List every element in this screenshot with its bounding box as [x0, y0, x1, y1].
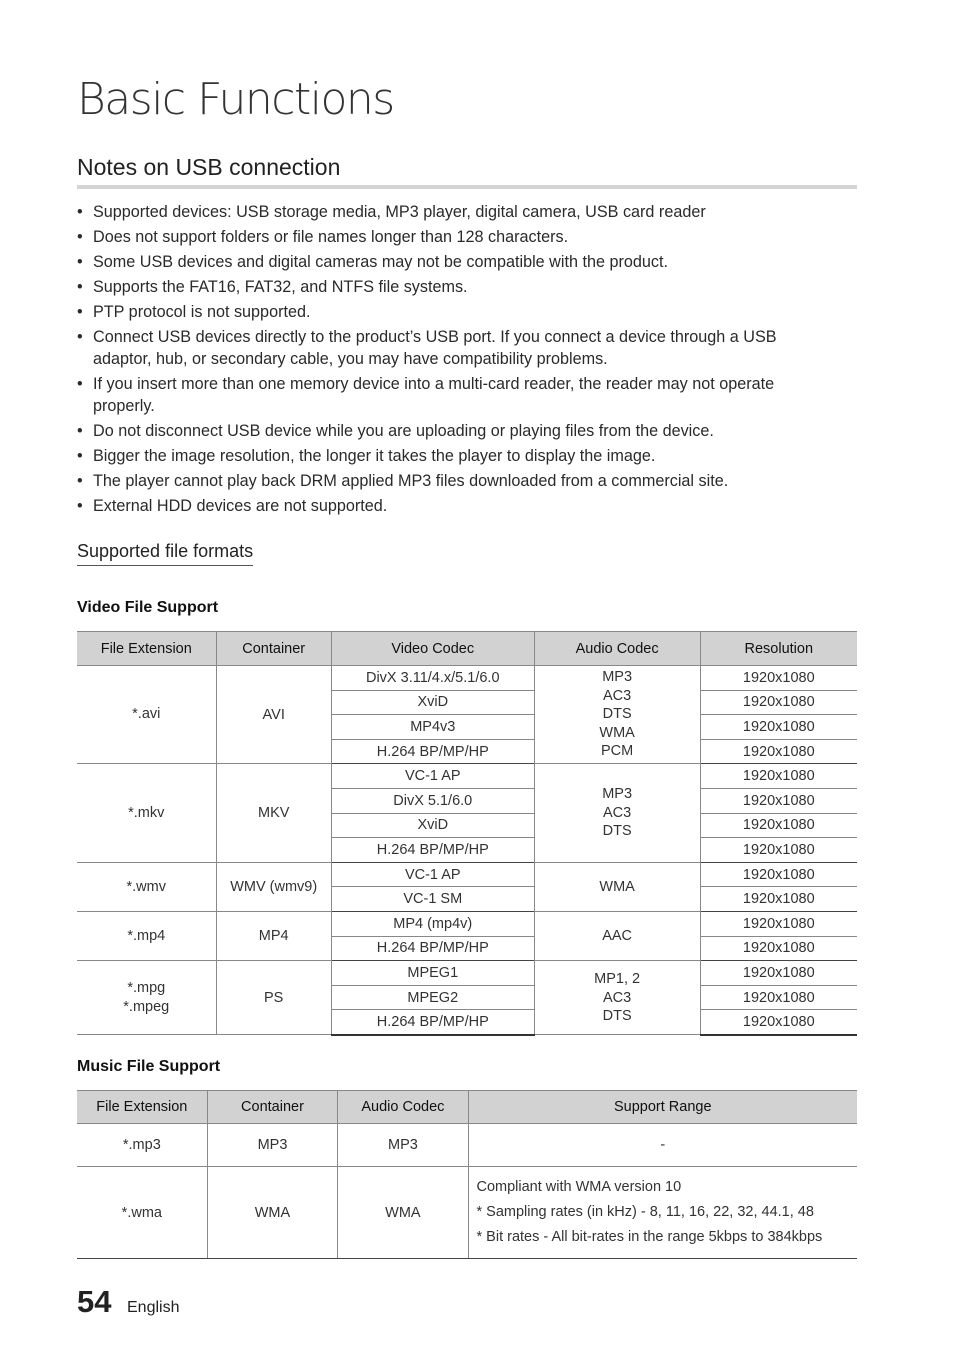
resolution-cell: 1920x1080 — [700, 764, 857, 789]
file-extension-cell: *.mp4 — [77, 911, 216, 960]
column-header: Support Range — [468, 1091, 857, 1124]
page-number: 54 — [77, 1284, 112, 1319]
column-header: Container — [207, 1091, 338, 1124]
note-item: • External HDD devices are not supported. — [77, 495, 837, 517]
video-codec-cell: XviD — [331, 690, 534, 715]
note-item: • Do not disconnect USB device while you are uploading or playing files from the device. — [77, 420, 837, 442]
column-header: File Extension — [77, 1091, 207, 1124]
container-cell: PS — [216, 961, 331, 1035]
usb-notes-list — [77, 201, 837, 520]
video-codec-cell: H.264 BP/MP/HP — [331, 1010, 534, 1035]
table-row — [77, 1124, 857, 1167]
resolution-cell: 1920x1080 — [700, 666, 857, 691]
subsection-title: Supported file formats — [77, 541, 253, 566]
file-extension-cell: *.mp3 — [77, 1124, 207, 1167]
resolution-cell: 1920x1080 — [700, 862, 857, 887]
column-header: Audio Codec — [338, 1091, 468, 1124]
video-codec-cell: VC-1 AP — [331, 862, 534, 887]
resolution-cell: 1920x1080 — [700, 715, 857, 740]
column-header: Resolution — [700, 632, 857, 666]
table-row — [77, 862, 857, 887]
note-item: • Supported devices: USB storage media, MP3 player, digital camera, USB card reader — [77, 201, 837, 223]
note-item: • Bigger the image resolution, the longer it takes the player to display the image. — [77, 445, 837, 467]
note-item: • Some USB devices and digital cameras may not be compatible with the product. — [77, 251, 837, 273]
video-codec-cell: H.264 BP/MP/HP — [331, 838, 534, 863]
resolution-cell: 1920x1080 — [700, 936, 857, 961]
table-row — [77, 764, 857, 789]
resolution-cell: 1920x1080 — [700, 985, 857, 1010]
page-title: Basic Functions — [77, 74, 394, 125]
resolution-cell: 1920x1080 — [700, 739, 857, 764]
video-codec-cell: VC-1 SM — [331, 887, 534, 912]
container-cell: WMV (wmv9) — [216, 862, 331, 911]
note-item: • The player cannot play back DRM applied MP3 files downloaded from a commercial site. — [77, 470, 837, 492]
file-extension-cell: *.wma — [77, 1167, 207, 1259]
video-file-support-table — [77, 631, 857, 1036]
video-codec-cell: MPEG2 — [331, 985, 534, 1010]
resolution-cell: 1920x1080 — [700, 690, 857, 715]
resolution-cell: 1920x1080 — [700, 838, 857, 863]
file-extension-cell: *.avi — [77, 666, 216, 764]
column-header: Video Codec — [331, 632, 534, 666]
video-table-label: Video File Support — [77, 599, 219, 616]
column-header: Container — [216, 632, 331, 666]
music-file-support-table — [77, 1090, 857, 1259]
table-row — [77, 911, 857, 936]
table-row — [77, 666, 857, 691]
page-language: English — [127, 1299, 180, 1316]
audio-codec-cell: AAC — [534, 911, 700, 960]
table-row — [77, 1167, 857, 1259]
container-cell: MP3 — [207, 1124, 338, 1167]
file-extension-cell: *.mkv — [77, 764, 216, 862]
audio-codec-cell: MP3 — [338, 1124, 468, 1167]
container-cell: WMA — [207, 1167, 338, 1259]
video-codec-cell: DivX 5.1/6.0 — [331, 788, 534, 813]
container-cell: MP4 — [216, 911, 331, 960]
container-cell: MKV — [216, 764, 331, 862]
audio-codec-cell: MP3 AC3 DTS WMA PCM — [534, 666, 700, 764]
video-codec-cell: MPEG1 — [331, 961, 534, 986]
video-codec-cell: VC-1 AP — [331, 764, 534, 789]
video-codec-cell: DivX 3.11/4.x/5.1/6.0 — [331, 666, 534, 691]
note-item: • Connect USB devices directly to the product’s USB port. If you connect a device through a USB adaptor, hub, or secondary cable, you may have compatibility problems. — [77, 326, 837, 370]
note-item: • Does not support folders or file names longer than 128 characters. — [77, 226, 837, 248]
resolution-cell: 1920x1080 — [700, 1010, 857, 1035]
resolution-cell: 1920x1080 — [700, 813, 857, 838]
container-cell: AVI — [216, 666, 331, 764]
note-item: • If you insert more than one memory device into a multi-card reader, the reader may not operate properly. — [77, 373, 837, 417]
note-item: • PTP protocol is not supported. — [77, 301, 837, 323]
audio-codec-cell: WMA — [534, 862, 700, 911]
file-extension-cell: *.wmv — [77, 862, 216, 911]
support-range-line: * Sampling rates (in kHz) - 8, 11, 16, 22, 32, 44.1, 48 — [476, 1204, 814, 1220]
audio-codec-cell: WMA — [338, 1167, 468, 1259]
music-table-label: Music File Support — [77, 1058, 221, 1075]
support-range-cell: - — [468, 1124, 857, 1167]
resolution-cell: 1920x1080 — [700, 961, 857, 986]
support-range-line: * Bit rates - All bit-rates in the range 5kbps to 384kbps — [476, 1229, 823, 1245]
audio-codec-cell: MP3 AC3 DTS — [534, 764, 700, 862]
file-extension-cell: *.mpg *.mpeg — [77, 961, 216, 1035]
video-codec-cell: XviD — [331, 813, 534, 838]
video-codec-cell: H.264 BP/MP/HP — [331, 739, 534, 764]
video-codec-cell: MP4v3 — [331, 715, 534, 740]
table-row — [77, 961, 857, 986]
table-header-row — [77, 1091, 857, 1124]
table-header-row — [77, 632, 857, 666]
support-range-line: Compliant with WMA version 10 — [476, 1179, 682, 1195]
note-item: • Supports the FAT16, FAT32, and NTFS file systems. — [77, 276, 837, 298]
resolution-cell: 1920x1080 — [700, 788, 857, 813]
section-title: Notes on USB connection — [77, 154, 857, 189]
audio-codec-cell: MP1, 2 AC3 DTS — [534, 961, 700, 1035]
column-header: File Extension — [77, 632, 216, 666]
resolution-cell: 1920x1080 — [700, 887, 857, 912]
support-range-cell — [468, 1167, 857, 1259]
resolution-cell: 1920x1080 — [700, 911, 857, 936]
video-codec-cell: MP4 (mp4v) — [331, 911, 534, 936]
column-header: Audio Codec — [534, 632, 700, 666]
video-codec-cell: H.264 BP/MP/HP — [331, 936, 534, 961]
